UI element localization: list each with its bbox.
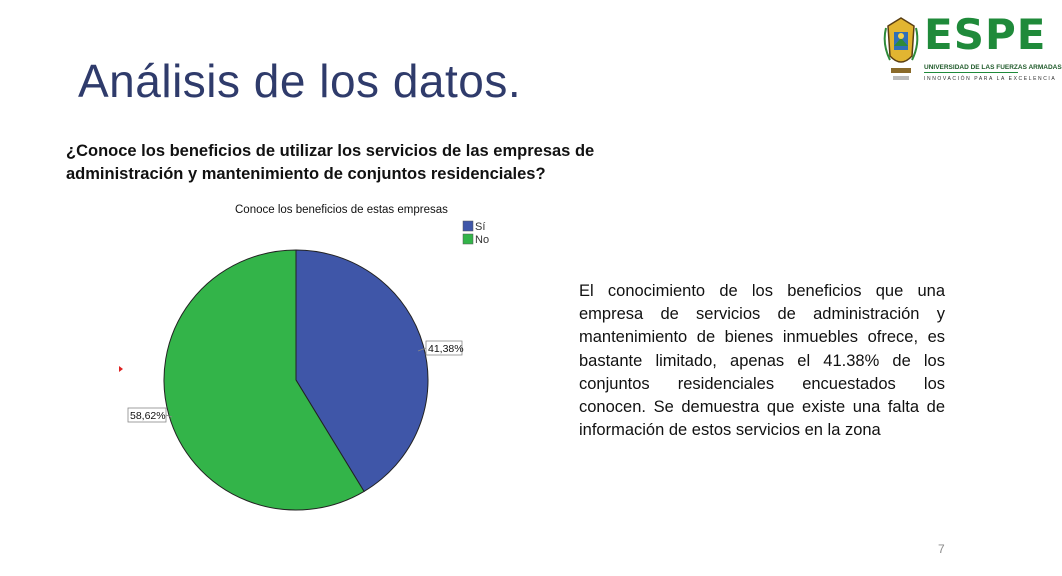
espe-logo [884, 10, 1062, 90]
legend-label-no: No [475, 234, 490, 246]
data-label-no: 58,62% [130, 410, 166, 422]
crest-icon [884, 16, 918, 86]
survey-question: ¿Conoce los beneficios de utilizar los servicios de las empresas de administración y mantenimiento de conjuntos residenciales? [66, 142, 595, 184]
legend-swatch-no [463, 234, 473, 244]
chart-title: Conoce los beneficios de estas empresas [235, 204, 448, 216]
legend-label-si: Sí [475, 221, 486, 233]
logo-divider [924, 72, 1018, 73]
analysis-paragraph: El conocimiento de los beneficios que una empresa de servicios de administración y mantenimiento de bienes inmuebles ofrece, es bastante limitado, apenas el 41.38% de los conjuntos residenciales encuestados los conocen. Se demuestra que existe una falta de información de estos servicios en la zona [579, 282, 945, 440]
legend [463, 221, 489, 246]
page-number: 7 [938, 542, 945, 556]
data-label-si: 41,38% [428, 343, 464, 355]
logo-motto: INNOVACIÓN PARA LA EXCELENCIA [924, 76, 1057, 82]
logo-university-name: UNIVERSIDAD DE LAS FUERZAS ARMADAS [924, 64, 1062, 71]
pie-slices [164, 250, 428, 510]
legend-swatch-si [463, 221, 473, 231]
logo-wordmark: ESPE [924, 10, 1047, 59]
pie-chart [120, 195, 500, 525]
data-label-no-box [128, 408, 172, 422]
slide-title: Análisis de los datos. [78, 55, 522, 107]
